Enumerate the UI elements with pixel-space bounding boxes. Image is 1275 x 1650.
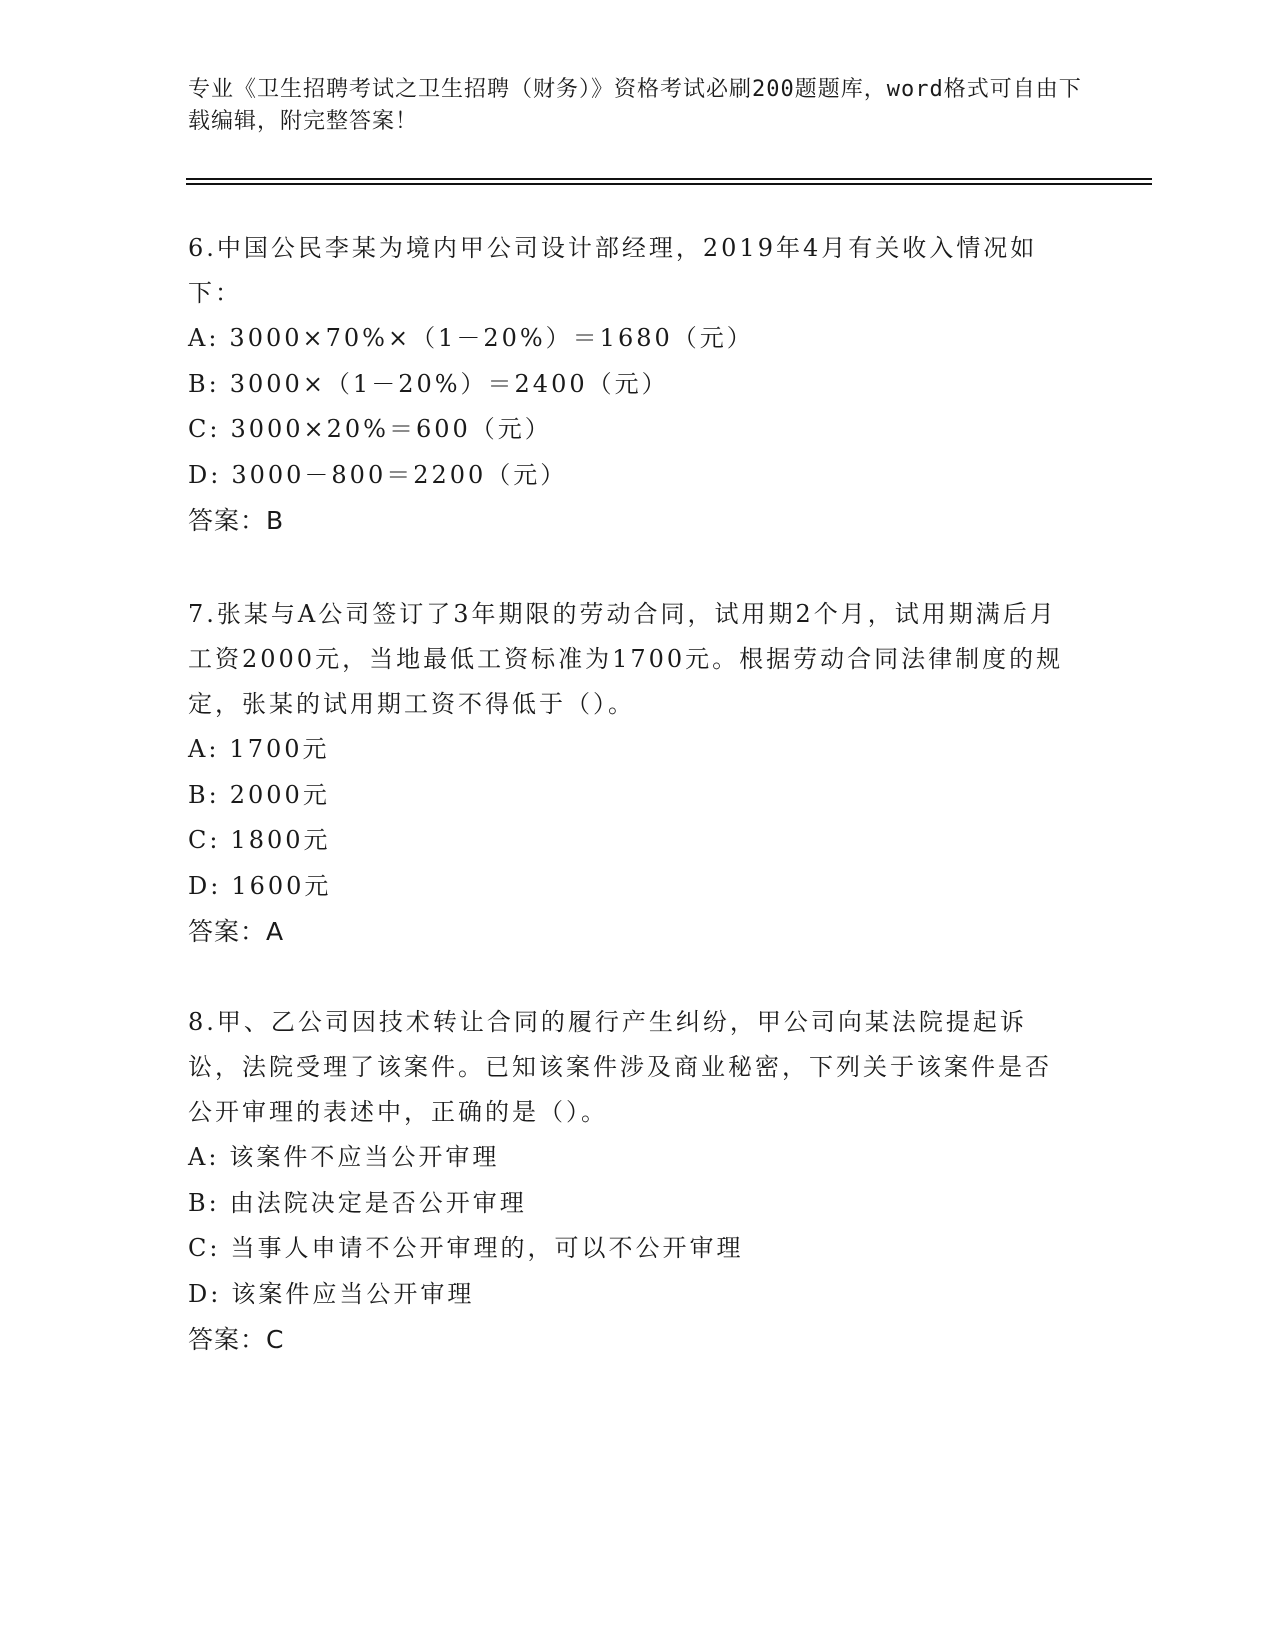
option-text: 1600元 — [231, 871, 332, 900]
option-a — [188, 316, 1068, 362]
option-text: 1800元 — [230, 826, 331, 854]
option-text: 2000元 — [229, 780, 330, 809]
option-letter: B: — [188, 780, 220, 809]
option-letter: A: — [188, 324, 220, 352]
option-text: 当事人申请不公开审理的，可以不公开审理 — [230, 1234, 744, 1262]
question-stem: 6.中国公民李某为境内甲公司设计部经理，2019年4月有关收入情况如下： — [188, 234, 1038, 307]
option-letter: D: — [188, 871, 222, 900]
question-stem: 7.张某与A公司签订了3年期限的劳动合同，试用期2个月，试用期满后月工资2000元，当地最低工资标准为1700元。根据劳动合同法律制度的规定，张某的试用期工资不得低于（）。 — [188, 600, 1064, 718]
option-b — [188, 1181, 1068, 1227]
option-c — [188, 818, 1068, 864]
option-a — [188, 1135, 1068, 1181]
option-d — [188, 1272, 1068, 1318]
question-stem: 8.甲、乙公司因技术转让合同的履行产生纠纷，甲公司向某法院提起诉讼，法院受理了该案件。已知该案件涉及商业秘密，下列关于该案件是否公开审理的表述中，正确的是（）。 — [188, 1008, 1052, 1126]
answer: 答案：A — [188, 917, 285, 946]
option-text: 该案件不应当公开审理 — [229, 1143, 500, 1171]
option-text: 3000×70%×（1－20%）＝1680（元） — [229, 324, 754, 352]
option-text: 3000－800＝2200（元） — [231, 460, 568, 489]
option-letter: C: — [188, 1234, 221, 1262]
option-letter: D: — [188, 460, 222, 489]
answer: 答案：B — [188, 506, 285, 535]
option-letter: C: — [188, 415, 221, 443]
option-letter: D: — [188, 1279, 222, 1308]
option-c — [188, 1226, 1068, 1272]
option-d — [188, 453, 1068, 499]
option-text: 该案件应当公开审理 — [231, 1279, 475, 1308]
option-letter: A: — [188, 735, 220, 763]
answer: 答案：C — [188, 1325, 285, 1354]
option-text: 由法院决定是否公开审理 — [229, 1188, 527, 1217]
header-divider-top — [186, 178, 1152, 180]
document-header — [188, 74, 1088, 138]
option-d — [188, 864, 1068, 910]
option-text: 3000×（1－20%）＝2400（元） — [229, 369, 669, 398]
question-7 — [188, 592, 1068, 954]
option-b — [188, 362, 1068, 408]
header-text: 专业《卫生招聘考试之卫生招聘（财务）》资格考试必刷200题题库，word格式可自由下载编辑，附完整答案！ — [188, 77, 1082, 134]
option-b — [188, 773, 1068, 819]
option-text: 3000×20%＝600（元） — [230, 415, 552, 443]
option-letter: B: — [188, 1188, 220, 1217]
option-c — [188, 407, 1068, 453]
option-letter: A: — [188, 1143, 220, 1171]
option-a — [188, 727, 1068, 773]
option-letter: B: — [188, 369, 220, 398]
question-8 — [188, 1000, 1068, 1362]
question-6 — [188, 226, 1068, 543]
option-text: 1700元 — [229, 735, 330, 763]
option-letter: C: — [188, 826, 221, 854]
header-divider-bottom — [186, 183, 1152, 185]
